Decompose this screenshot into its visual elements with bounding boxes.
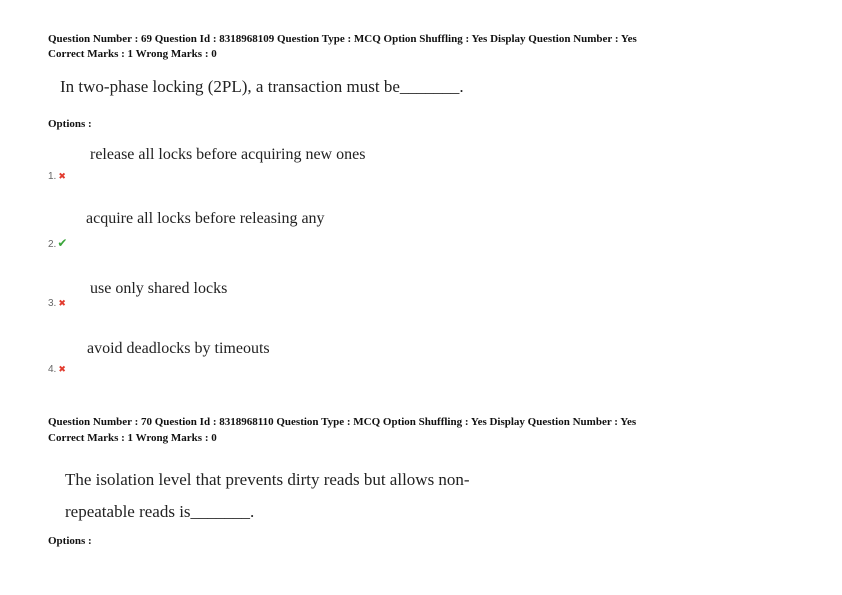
cross-icon: ✖ (58, 364, 66, 374)
options-label: Options : (48, 535, 92, 547)
question-marks: Correct Marks : 1 Wrong Marks : 0 (48, 432, 217, 444)
option-number (48, 236, 67, 250)
checkmark-icon: ✔ (57, 236, 68, 250)
option-number-label: 3. (48, 298, 57, 309)
question-header: Question Number : 70 Question Id : 8318968110 Question Type : MCQ Option Shuffling : Yes Display Question Number : Yes (48, 416, 637, 428)
question-header: Question Number : 69 Question Id : 8318968109 Question Type : MCQ Option Shuffling : Yes Display Question Number : Yes (48, 33, 637, 45)
question-text: In two-phase locking (2PL), a transaction must be_______. (60, 77, 464, 96)
option-text: acquire all locks before releasing any (86, 210, 325, 227)
question-marks: Correct Marks : 1 Wrong Marks : 0 (48, 48, 217, 60)
option-number-label: 2. (48, 239, 57, 250)
option-number-label: 1. (48, 171, 57, 182)
cross-icon: ✖ (58, 298, 66, 308)
options-label: Options : (48, 118, 92, 130)
option-number (48, 171, 66, 182)
option-number (48, 298, 66, 309)
option-text: release all locks before acquiring new ones (90, 146, 366, 163)
option-text: use only shared locks (90, 280, 228, 297)
option-number-label: 4. (48, 364, 57, 375)
option-text: avoid deadlocks by timeouts (87, 340, 270, 357)
question-text: repeatable reads is_______. (65, 502, 255, 521)
question-text: The isolation level that prevents dirty reads but allows non- (65, 470, 470, 489)
cross-icon: ✖ (58, 171, 66, 181)
option-number (48, 364, 66, 375)
